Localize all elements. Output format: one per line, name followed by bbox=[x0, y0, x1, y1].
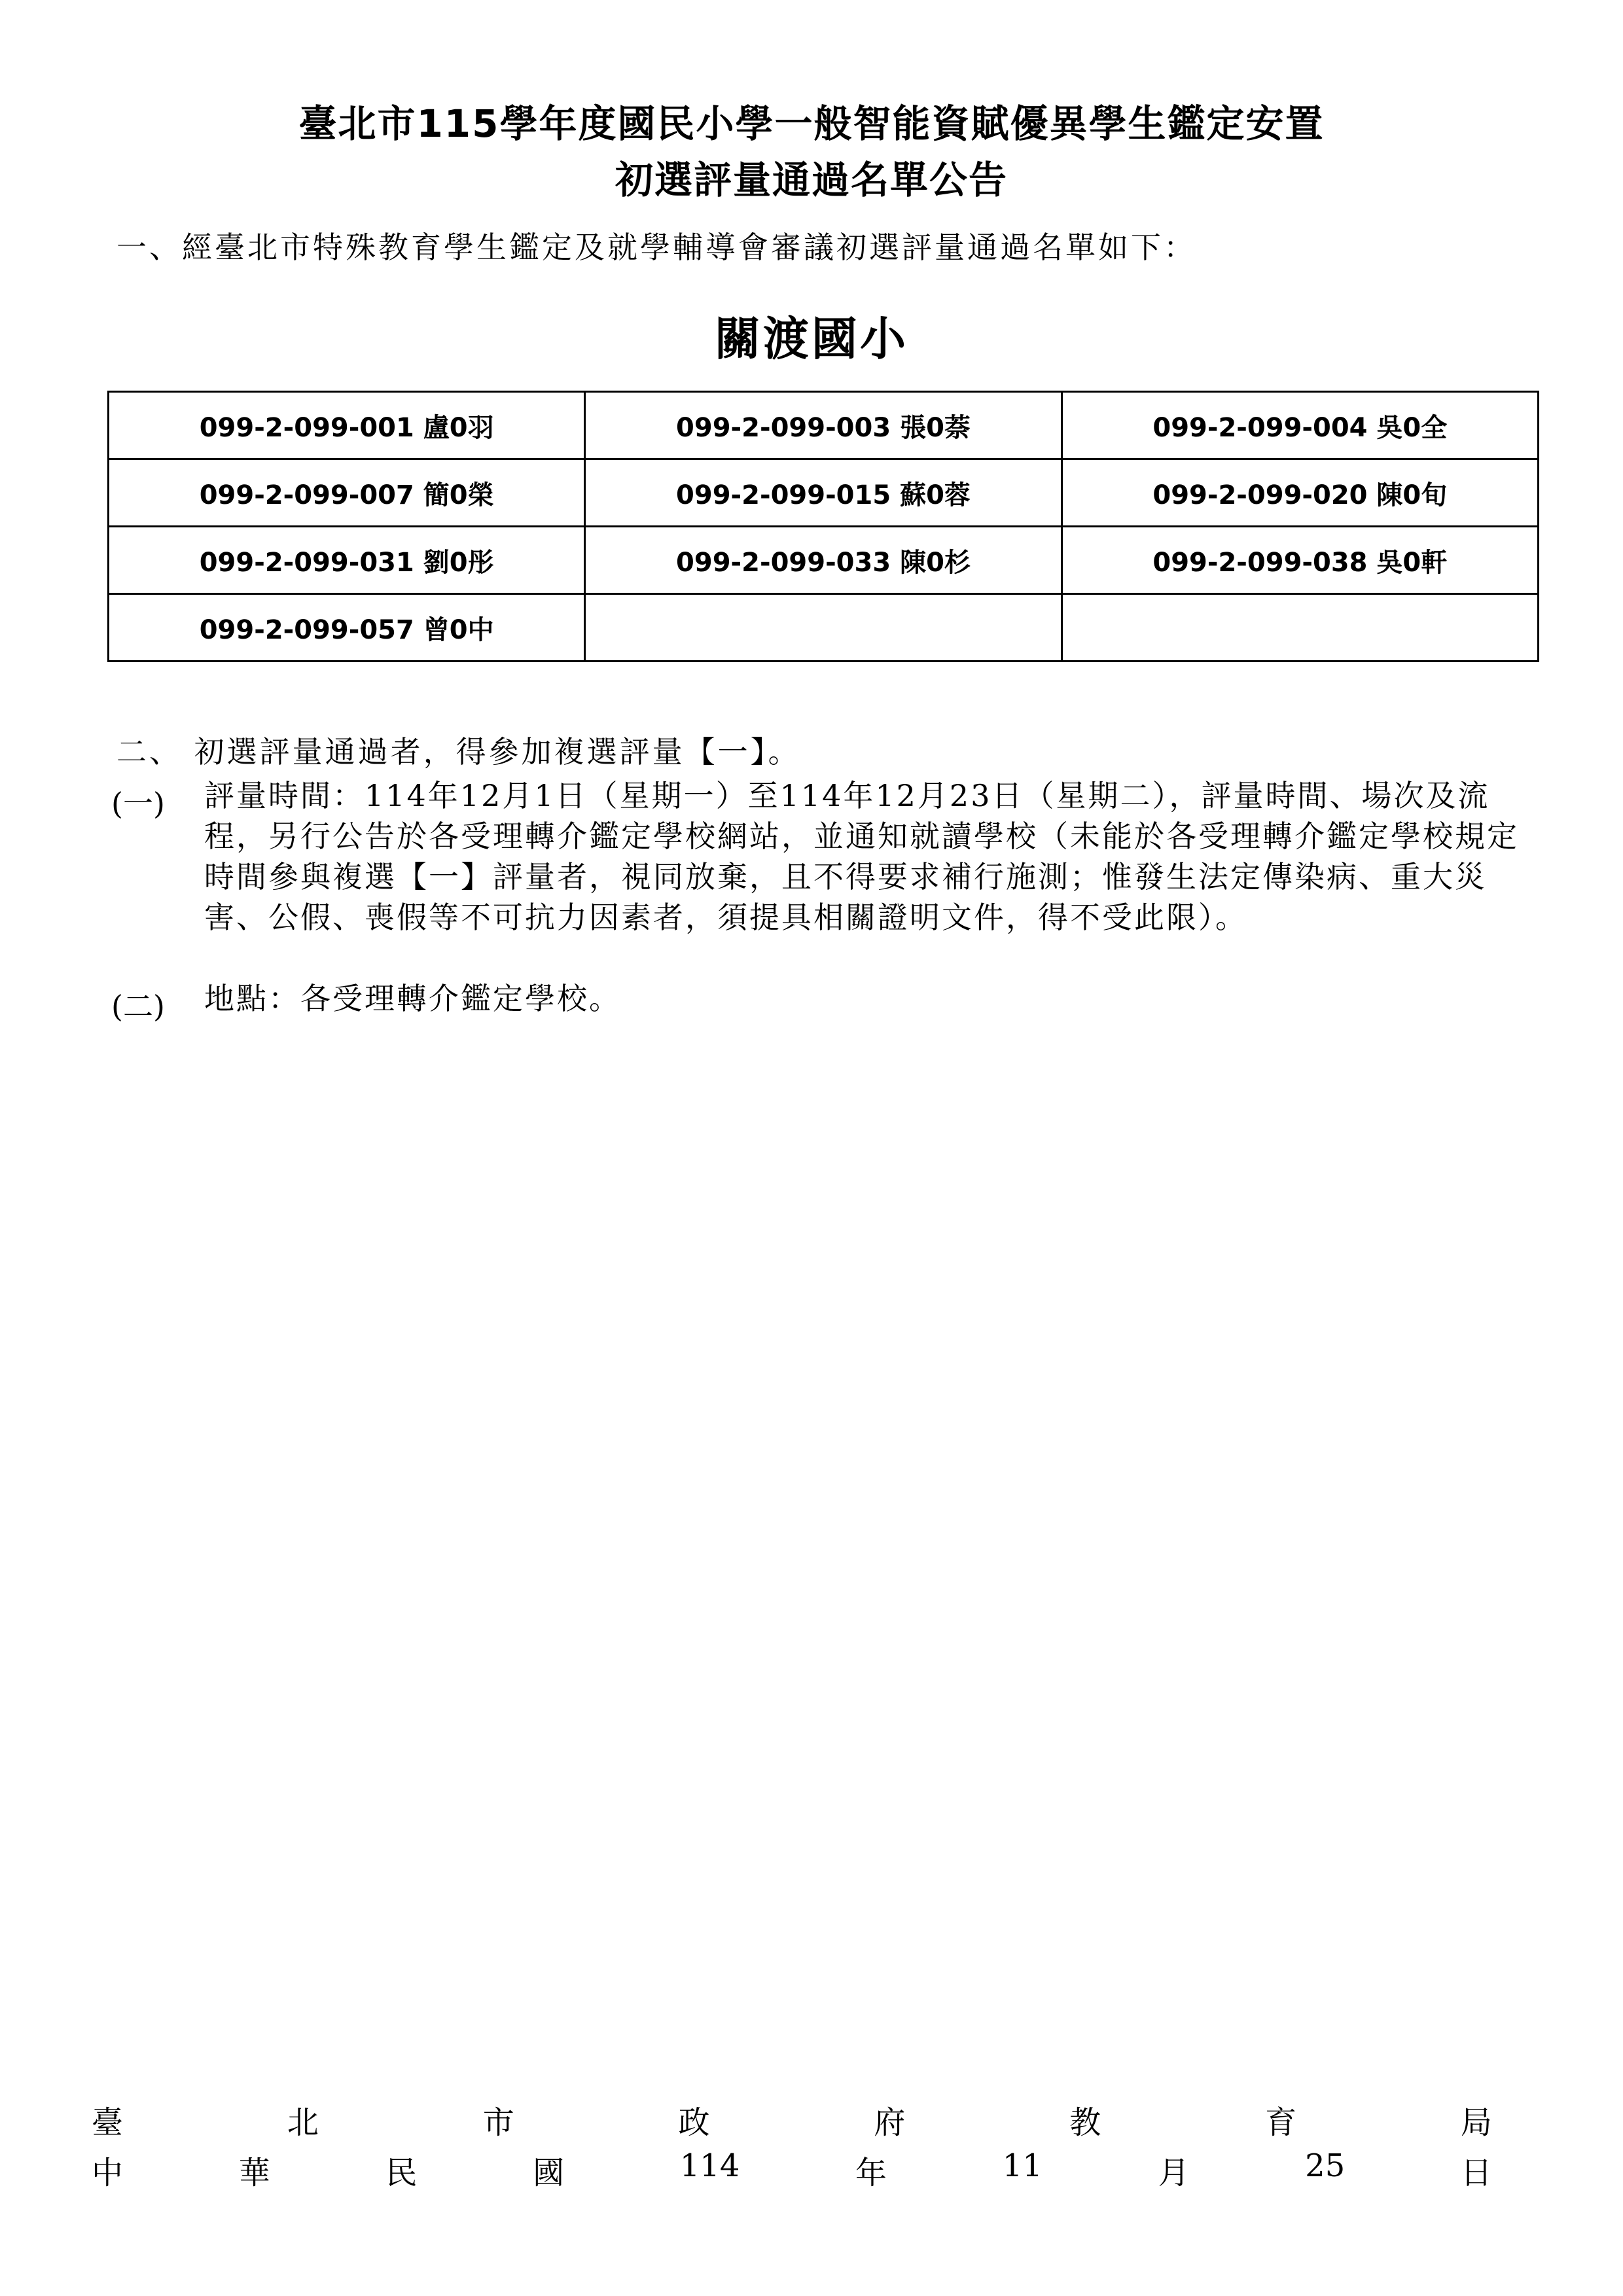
student-cell: 099-2-099-038 吳0軒 bbox=[1061, 527, 1538, 594]
item-2-label: (二) bbox=[111, 989, 165, 1024]
footer-year: 114 bbox=[679, 2147, 740, 2184]
empty-cell bbox=[585, 594, 1061, 662]
student-cell: 099-2-099-004 吳0全 bbox=[1061, 392, 1538, 459]
student-cell: 099-2-099-020 陳0旬 bbox=[1061, 459, 1538, 527]
footer-char: 民 bbox=[385, 2155, 418, 2191]
student-cell: 099-2-099-015 蘇0蓉 bbox=[585, 459, 1061, 527]
footer-day: 25 bbox=[1305, 2147, 1346, 2184]
student-cell: 099-2-099-031 劉0彤 bbox=[109, 527, 585, 594]
student-cell: 099-2-099-003 張0萘 bbox=[585, 392, 1061, 459]
footer-char: 政 bbox=[678, 2104, 710, 2141]
student-cell: 099-2-099-057 曾0中 bbox=[109, 594, 585, 662]
footer-char: 市 bbox=[482, 2104, 514, 2141]
school-name: 關渡國小 bbox=[715, 312, 908, 366]
footer-char: 國 bbox=[533, 2155, 565, 2191]
table-row bbox=[109, 392, 1539, 459]
table-row bbox=[109, 594, 1539, 662]
item-2-text: 地點：各受理轉介鑑定學校。 bbox=[204, 981, 621, 1016]
footer-char: 華 bbox=[238, 2155, 270, 2191]
student-cell: 099-2-099-001 盧0羽 bbox=[109, 392, 585, 459]
student-cell: 099-2-099-007 簡0榮 bbox=[109, 459, 585, 527]
footer-char: 局 bbox=[1460, 2104, 1492, 2141]
section-1-text: 一、經臺北市特殊教育學生鑑定及就學輔導會審議初選評量通過名單如下： bbox=[116, 230, 1196, 265]
student-list-table bbox=[107, 391, 1539, 662]
footer-char: 北 bbox=[287, 2104, 319, 2141]
footer-char: 日 bbox=[1460, 2155, 1492, 2191]
footer-month: 11 bbox=[1002, 2147, 1043, 2184]
item-1-text: 評量時間：114年12月1日（星期一）至114年12月23日（星期二），評量時間、場次及流程，另行公告於各受理轉介鑑定學校網站，並通知就讀學校（未能於各受理轉介鑑定學校規定時間參與複選【一】評量者，視同放棄，且不得要求補行施測；惟發生法定傳染病、重大災害、公假、喪假等不可抗力因素者，須提具相關證明文件，得不受此限）。 bbox=[204, 778, 1519, 935]
footer-char: 年 bbox=[855, 2155, 887, 2191]
item-1-label: (一) bbox=[111, 786, 165, 821]
footer-char: 月 bbox=[1158, 2155, 1190, 2191]
table-row bbox=[109, 459, 1539, 527]
empty-cell bbox=[1061, 594, 1538, 662]
student-cell: 099-2-099-033 陳0杉 bbox=[585, 527, 1061, 594]
section-2-heading: 二、 初選評量通過者，得參加複選評量【一】。 bbox=[116, 734, 801, 769]
footer-char: 中 bbox=[92, 2155, 124, 2191]
footer-issuer bbox=[92, 2097, 1492, 2142]
footer-char: 育 bbox=[1265, 2104, 1297, 2141]
footer-date bbox=[92, 2147, 1492, 2193]
footer-char: 府 bbox=[874, 2104, 906, 2141]
title-line-1: 臺北市115學年度國民小學一般智能資賦優異學生鑑定安置 bbox=[298, 101, 1325, 146]
footer-char: 教 bbox=[1069, 2104, 1101, 2141]
footer-char: 臺 bbox=[92, 2104, 124, 2141]
title-line-2: 初選評量通過名單公告 bbox=[615, 158, 1008, 202]
table-row bbox=[109, 527, 1539, 594]
